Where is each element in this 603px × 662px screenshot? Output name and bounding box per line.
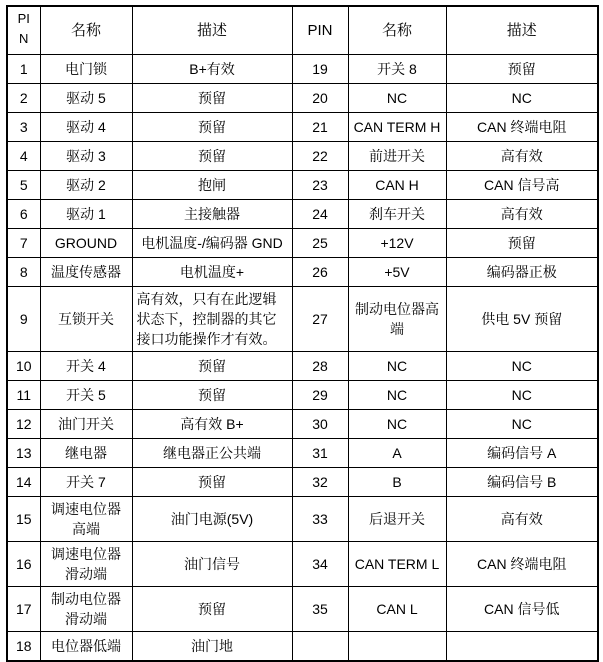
name-cell: 电位器低端 [40, 632, 132, 662]
table-row [7, 142, 598, 171]
desc-cell: CAN 信号低 [446, 587, 598, 632]
name-cell: 温度传感器 [40, 258, 132, 287]
name-cell: +12V [348, 229, 446, 258]
table-row [7, 229, 598, 258]
table-row [7, 171, 598, 200]
name-cell: 互锁开关 [40, 287, 132, 352]
desc-cell: 预留 [132, 84, 292, 113]
pin-cell: 28 [292, 352, 348, 381]
desc-cell: CAN 信号高 [446, 171, 598, 200]
desc-cell: B+有效 [132, 55, 292, 84]
pin-cell: 7 [7, 229, 40, 258]
pin-cell: 29 [292, 381, 348, 410]
pin-cell: 31 [292, 439, 348, 468]
table-row [7, 542, 598, 587]
desc-cell: 高有效 [446, 200, 598, 229]
desc-cell: 油门地 [132, 632, 292, 662]
desc-cell: 预留 [132, 587, 292, 632]
name-cell: 继电器 [40, 439, 132, 468]
pin-cell: 2 [7, 84, 40, 113]
header-desc-left: 描述 [132, 6, 292, 55]
table-row [7, 410, 598, 439]
pin-cell: 11 [7, 381, 40, 410]
desc-cell: 编码器正极 [446, 258, 598, 287]
name-cell: 制动电位器滑动端 [40, 587, 132, 632]
name-cell: 制动电位器高端 [348, 287, 446, 352]
desc-cell: 油门信号 [132, 542, 292, 587]
table-row [7, 258, 598, 287]
name-cell: CAN L [348, 587, 446, 632]
desc-cell: 供电 5V 预留 [446, 287, 598, 352]
desc-cell: 编码信号 B [446, 468, 598, 497]
pin-cell: 12 [7, 410, 40, 439]
desc-cell: 预留 [132, 381, 292, 410]
name-cell: 开关 8 [348, 55, 446, 84]
desc-cell: 抱闸 [132, 171, 292, 200]
name-cell: 开关 7 [40, 468, 132, 497]
desc-cell: NC [446, 84, 598, 113]
desc-cell: CAN 终端电阻 [446, 542, 598, 587]
name-cell: 前进开关 [348, 142, 446, 171]
table-row [7, 352, 598, 381]
name-cell: 调速电位器高端 [40, 497, 132, 542]
desc-cell: 预留 [446, 229, 598, 258]
desc-cell: 编码信号 A [446, 439, 598, 468]
pin-cell: 5 [7, 171, 40, 200]
table-row [7, 55, 598, 84]
desc-cell: 高有效 B+ [132, 410, 292, 439]
desc-cell: 预留 [132, 142, 292, 171]
pin-cell: 19 [292, 55, 348, 84]
desc-cell: 预留 [132, 468, 292, 497]
desc-cell: 继电器正公共端 [132, 439, 292, 468]
table-row [7, 287, 598, 352]
pin-cell: 16 [7, 542, 40, 587]
desc-cell: 电机温度+ [132, 258, 292, 287]
pin-cell: 14 [7, 468, 40, 497]
name-cell: +5V [348, 258, 446, 287]
pin-cell: 23 [292, 171, 348, 200]
desc-cell: 高有效 [446, 497, 598, 542]
name-cell: 油门开关 [40, 410, 132, 439]
name-cell: 驱动 2 [40, 171, 132, 200]
header-pin-right: PIN [292, 6, 348, 55]
desc-cell: 主接触器 [132, 200, 292, 229]
name-cell: B [348, 468, 446, 497]
name-cell: 调速电位器滑动端 [40, 542, 132, 587]
name-cell: 后退开关 [348, 497, 446, 542]
name-cell: NC [348, 352, 446, 381]
table-row [7, 439, 598, 468]
pin-cell: 25 [292, 229, 348, 258]
pin-cell: 10 [7, 352, 40, 381]
pin-cell: 17 [7, 587, 40, 632]
pin-cell: 32 [292, 468, 348, 497]
pin-cell: 8 [7, 258, 40, 287]
name-cell: 驱动 1 [40, 200, 132, 229]
pin-cell: 20 [292, 84, 348, 113]
desc-cell: NC [446, 381, 598, 410]
desc-cell: 预留 [446, 55, 598, 84]
desc-cell: 高有效，只有在此逻辑状态下，控制器的其它接口功能操作才有效。 [132, 287, 292, 352]
pin-cell: 18 [7, 632, 40, 662]
pin-cell: 1 [7, 55, 40, 84]
desc-cell: NC [446, 352, 598, 381]
name-cell: GROUND [40, 229, 132, 258]
pin-cell: 30 [292, 410, 348, 439]
pin-definition-table [6, 5, 599, 662]
desc-cell: 高有效 [446, 142, 598, 171]
name-cell: 驱动 3 [40, 142, 132, 171]
desc-cell: NC [446, 410, 598, 439]
pin-cell: 9 [7, 287, 40, 352]
pin-cell [292, 632, 348, 662]
pin-cell: 15 [7, 497, 40, 542]
pin-cell: 26 [292, 258, 348, 287]
header-desc-right: 描述 [446, 6, 598, 55]
table-row [7, 84, 598, 113]
name-cell [348, 632, 446, 662]
table-row [7, 497, 598, 542]
table-row [7, 200, 598, 229]
name-cell: 驱动 4 [40, 113, 132, 142]
table-row [7, 113, 598, 142]
desc-cell: 预留 [132, 113, 292, 142]
pin-cell: 13 [7, 439, 40, 468]
name-cell: CAN TERM L [348, 542, 446, 587]
pin-cell: 27 [292, 287, 348, 352]
table-body [7, 55, 598, 662]
table-row [7, 587, 598, 632]
pin-cell: 22 [292, 142, 348, 171]
name-cell: NC [348, 410, 446, 439]
desc-cell [446, 632, 598, 662]
header-name-left: 名称 [40, 6, 132, 55]
table-row [7, 632, 598, 662]
name-cell: NC [348, 381, 446, 410]
pin-cell: 6 [7, 200, 40, 229]
name-cell: 开关 5 [40, 381, 132, 410]
name-cell: NC [348, 84, 446, 113]
desc-cell: CAN 终端电阻 [446, 113, 598, 142]
pin-cell: 4 [7, 142, 40, 171]
pin-cell: 33 [292, 497, 348, 542]
name-cell: 电门锁 [40, 55, 132, 84]
name-cell: CAN TERM H [348, 113, 446, 142]
desc-cell: 电机温度-/编码器 GND [132, 229, 292, 258]
header-name-right: 名称 [348, 6, 446, 55]
header-pin-left: PIN [7, 6, 40, 55]
name-cell: 刹车开关 [348, 200, 446, 229]
name-cell: A [348, 439, 446, 468]
table-row [7, 468, 598, 497]
name-cell: CAN H [348, 171, 446, 200]
pin-cell: 35 [292, 587, 348, 632]
table-row [7, 381, 598, 410]
desc-cell: 油门电源(5V) [132, 497, 292, 542]
pin-cell: 21 [292, 113, 348, 142]
table-header-row [7, 6, 598, 55]
name-cell: 驱动 5 [40, 84, 132, 113]
name-cell: 开关 4 [40, 352, 132, 381]
pin-cell: 3 [7, 113, 40, 142]
pin-cell: 24 [292, 200, 348, 229]
desc-cell: 预留 [132, 352, 292, 381]
pin-cell: 34 [292, 542, 348, 587]
